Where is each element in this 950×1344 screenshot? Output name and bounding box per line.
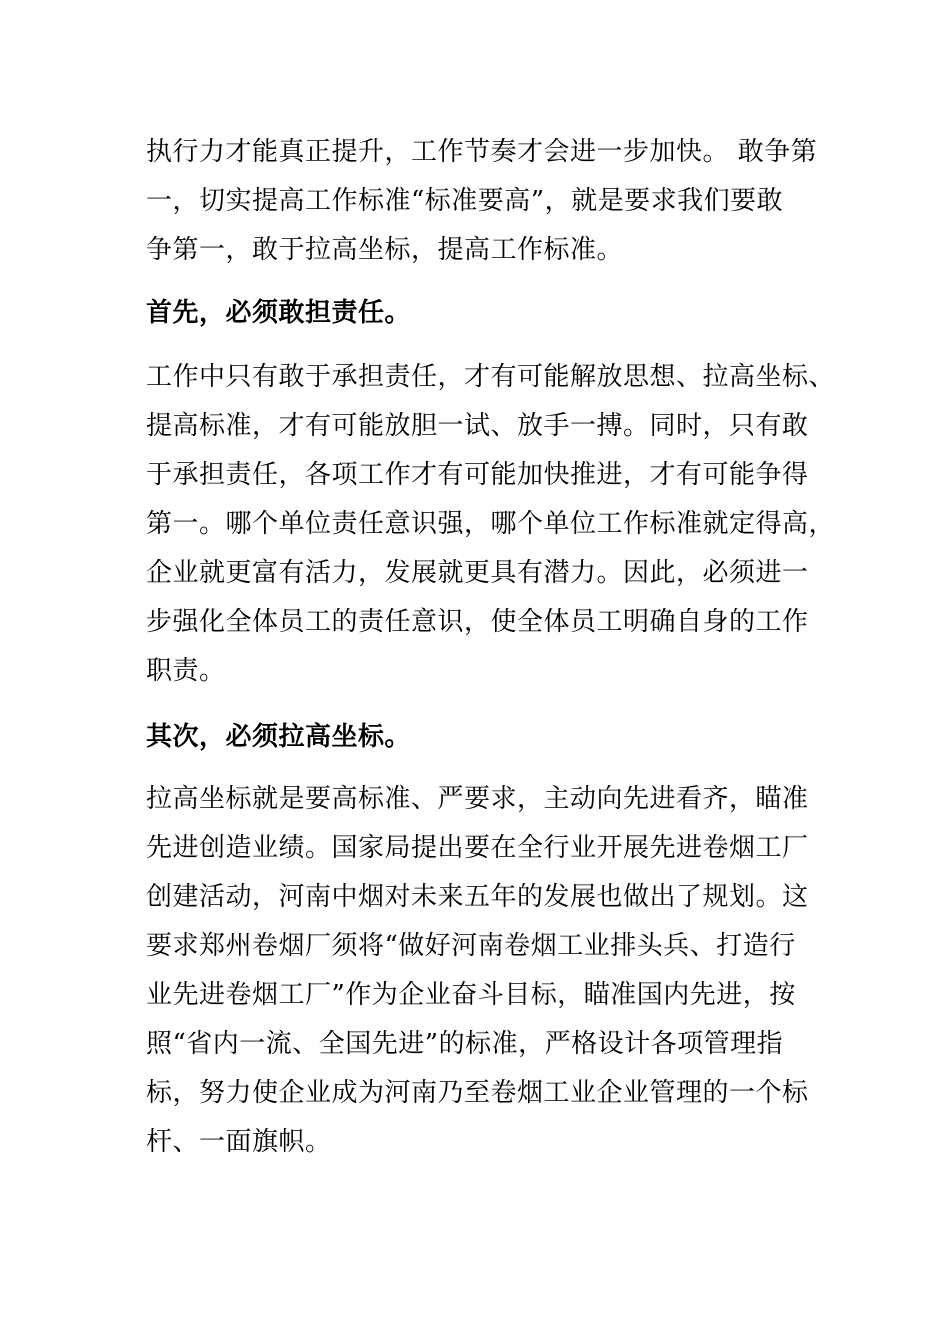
paragraph-3-line: 标，努力使企业成为河南乃至卷烟工业企业管理的一个标 (146, 1078, 809, 1108)
paragraph-3-line: 杆、一面旗帜。 (146, 1127, 332, 1157)
paragraph-3-line: 要求郑州卷烟厂须将“做好河南卷烟工业排头兵、打造行 (146, 931, 796, 961)
paragraph-2-line: 职责。 (146, 656, 226, 686)
paragraph-1-line: 争第一，敢于拉高坐标，提高工作标准。 (146, 235, 624, 265)
paragraph-3-line: 先进创造业绩。国家局提出要在全行业开展先进卷烟工厂 (146, 833, 809, 863)
paragraph-1-line: 一，切实提高工作标准“标准要高”，就是要求我们要敢 (146, 186, 784, 216)
paragraph-3-line: 业先进卷烟工厂”作为企业奋斗目标，瞄准国内先进，按 (146, 980, 796, 1010)
paragraph-2-line: 于承担责任，各项工作才有可能加快推进，才有可能争得 (146, 460, 809, 490)
paragraph-3-line: 拉高坐标就是要高标准、严要求，主动向先进看齐，瞄准 (146, 784, 809, 814)
paragraph-3-line: 创建活动，河南中烟对未来五年的发展也做出了规划。这 (146, 882, 809, 912)
section-heading-raise-benchmark: 其次，必须拉高坐标。 (146, 722, 412, 752)
paragraph-2-line: 提高标准，才有可能放胆一试、放手一搏。同时，只有敢 (146, 411, 809, 441)
paragraph-3-line: 照“省内一流、全国先进”的标准，严格设计各项管理指 (146, 1029, 784, 1059)
paragraph-2-line: 企业就更富有活力，发展就更具有潜力。因此，必须进一 (146, 558, 809, 588)
paragraph-1-line: 执行力才能真正提升，工作节奏才会进一步加快。 敢争第 (146, 137, 818, 167)
paragraph-2-line: 工作中只有敢于承担责任，才有可能解放思想、拉高坐标、 (146, 362, 836, 392)
paragraph-2-line: 步强化全体员工的责任意识，使全体员工明确自身的工作 (146, 607, 809, 637)
paragraph-2-line: 第一。哪个单位责任意识强，哪个单位工作标准就定得高， (146, 509, 836, 539)
section-heading-take-responsibility: 首先，必须敢担责任。 (146, 298, 412, 328)
